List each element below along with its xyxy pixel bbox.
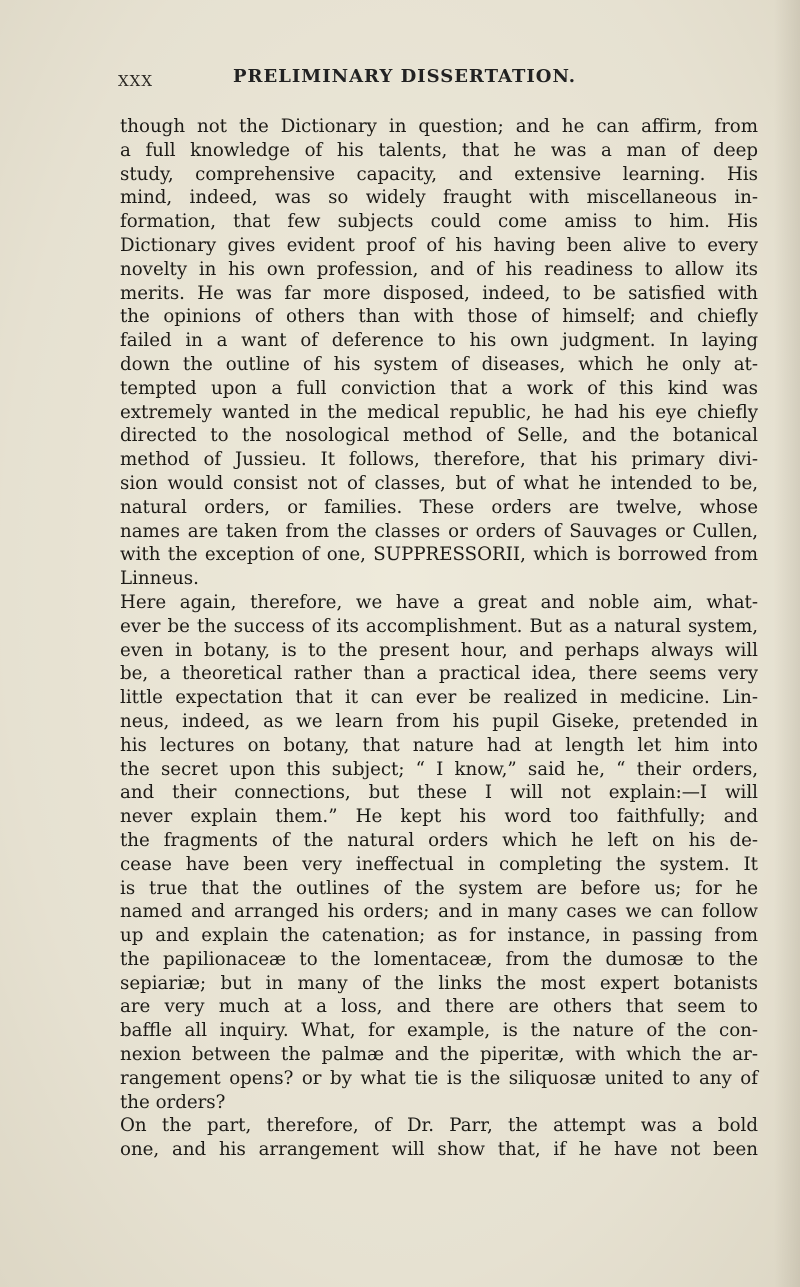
text-line: study, comprehensive capacity, and extensive learning. His [120,163,758,185]
text-line: formation, that few subjects could come amiss to him. His [120,211,758,233]
running-head [118,66,758,96]
text-line: be, a theoretical rather than a practical idea, there seems very [120,663,758,685]
text-line: On the part, therefore, of Dr. Parr, the attempt was a bold [120,1115,758,1137]
text-line: even in botany, is to the present hour, and perhaps always will [120,639,758,661]
body-text [120,115,758,1162]
text-line: are very much at a loss, and there are others that seem to [120,996,758,1018]
text-line: novelty in his own profession, and of his readiness to allow its [120,258,758,280]
text-line: rangement opens? or by what tie is the siliquosæ united to any of [120,1067,758,1089]
text-line: natural orders, or families. These orders are twelve, whose [120,496,758,518]
text-line: one, and his arrangement will show that, if he have not been [120,1139,758,1161]
text-line: the papilionaceæ to the lomentaceæ, from the dumosæ to the [120,948,758,970]
text-line: mind, indeed, was so widely fraught with miscellaneous in- [120,187,758,209]
text-line: Here again, therefore, we have a great and noble aim, what- [120,591,758,613]
text-line: the fragments of the natural orders which he left on his de- [120,829,758,851]
text-line: method of Jussieu. It follows, therefore, that his primary divi- [120,449,758,471]
text-line: merits. He was far more disposed, indeed, to be satisfied with [120,282,758,304]
page-number: XXX [118,72,154,90]
text-line: failed in a want of deference to his own judgment. In laying [120,330,758,352]
text-line: never explain them.” He kept his word too faithfully; and [120,806,758,828]
text-line: extremely wanted in the medical republic, he had his eye chiefly [120,401,758,423]
text-line: the orders? [120,1091,226,1113]
text-line: cease have been very ineffectual in completing the system. It [120,853,758,875]
text-line: Linneus. [120,568,199,590]
text-line: nexion between the palmæ and the piperitæ, with which the ar- [120,1044,758,1066]
running-title: PRELIMINARY DISSERTATION. [233,66,577,87]
text-line: names are taken from the classes or orders of Sauvages or Cullen, [120,520,758,542]
text-line: directed to the nosological method of Selle, and the botanical [120,425,758,447]
text-line: the opinions of others than with those of himself; and chiefly [120,306,758,328]
text-line: with the exception of one, SUPPRESSORII, which is borrowed from [120,544,758,566]
text-line: up and explain the catenation; as for instance, in passing from [120,925,758,947]
text-line: little expectation that it can ever be realized in medicine. Lin- [120,687,758,709]
text-line: down the outline of his system of diseases, which he only at- [120,353,758,375]
text-line: is true that the outlines of the system are before us; for he [120,877,758,899]
text-line: his lectures on botany, that nature had at length let him into [120,734,758,756]
text-line: a full knowledge of his talents, that he was a man of deep [120,139,758,161]
text-line: Dictionary gives evident proof of his having been alive to every [120,234,758,256]
text-line: named and arranged his orders; and in many cases we can follow [120,901,758,923]
text-line: baffle all inquiry. What, for example, is the nature of the con- [120,1020,758,1042]
text-line: ever be the success of its accomplishment. But as a natural system, [120,615,758,637]
text-line: sepiariæ; but in many of the links the most expert botanists [120,972,758,994]
text-line: sion would consist not of classes, but of what he intended to be, [120,472,758,494]
page-edge-shadow [774,0,800,1287]
text-line: tempted upon a full conviction that a work of this kind was [120,377,758,399]
text-line: the secret upon this subject; “ I know,” said he, “ their orders, [120,758,758,780]
text-line: neus, indeed, as we learn from his pupil Giseke, pretended in [120,710,758,732]
text-line: though not the Dictionary in question; and he can affirm, from [120,116,758,137]
text-line: and their connections, but these I will not explain:—I will [120,782,758,804]
